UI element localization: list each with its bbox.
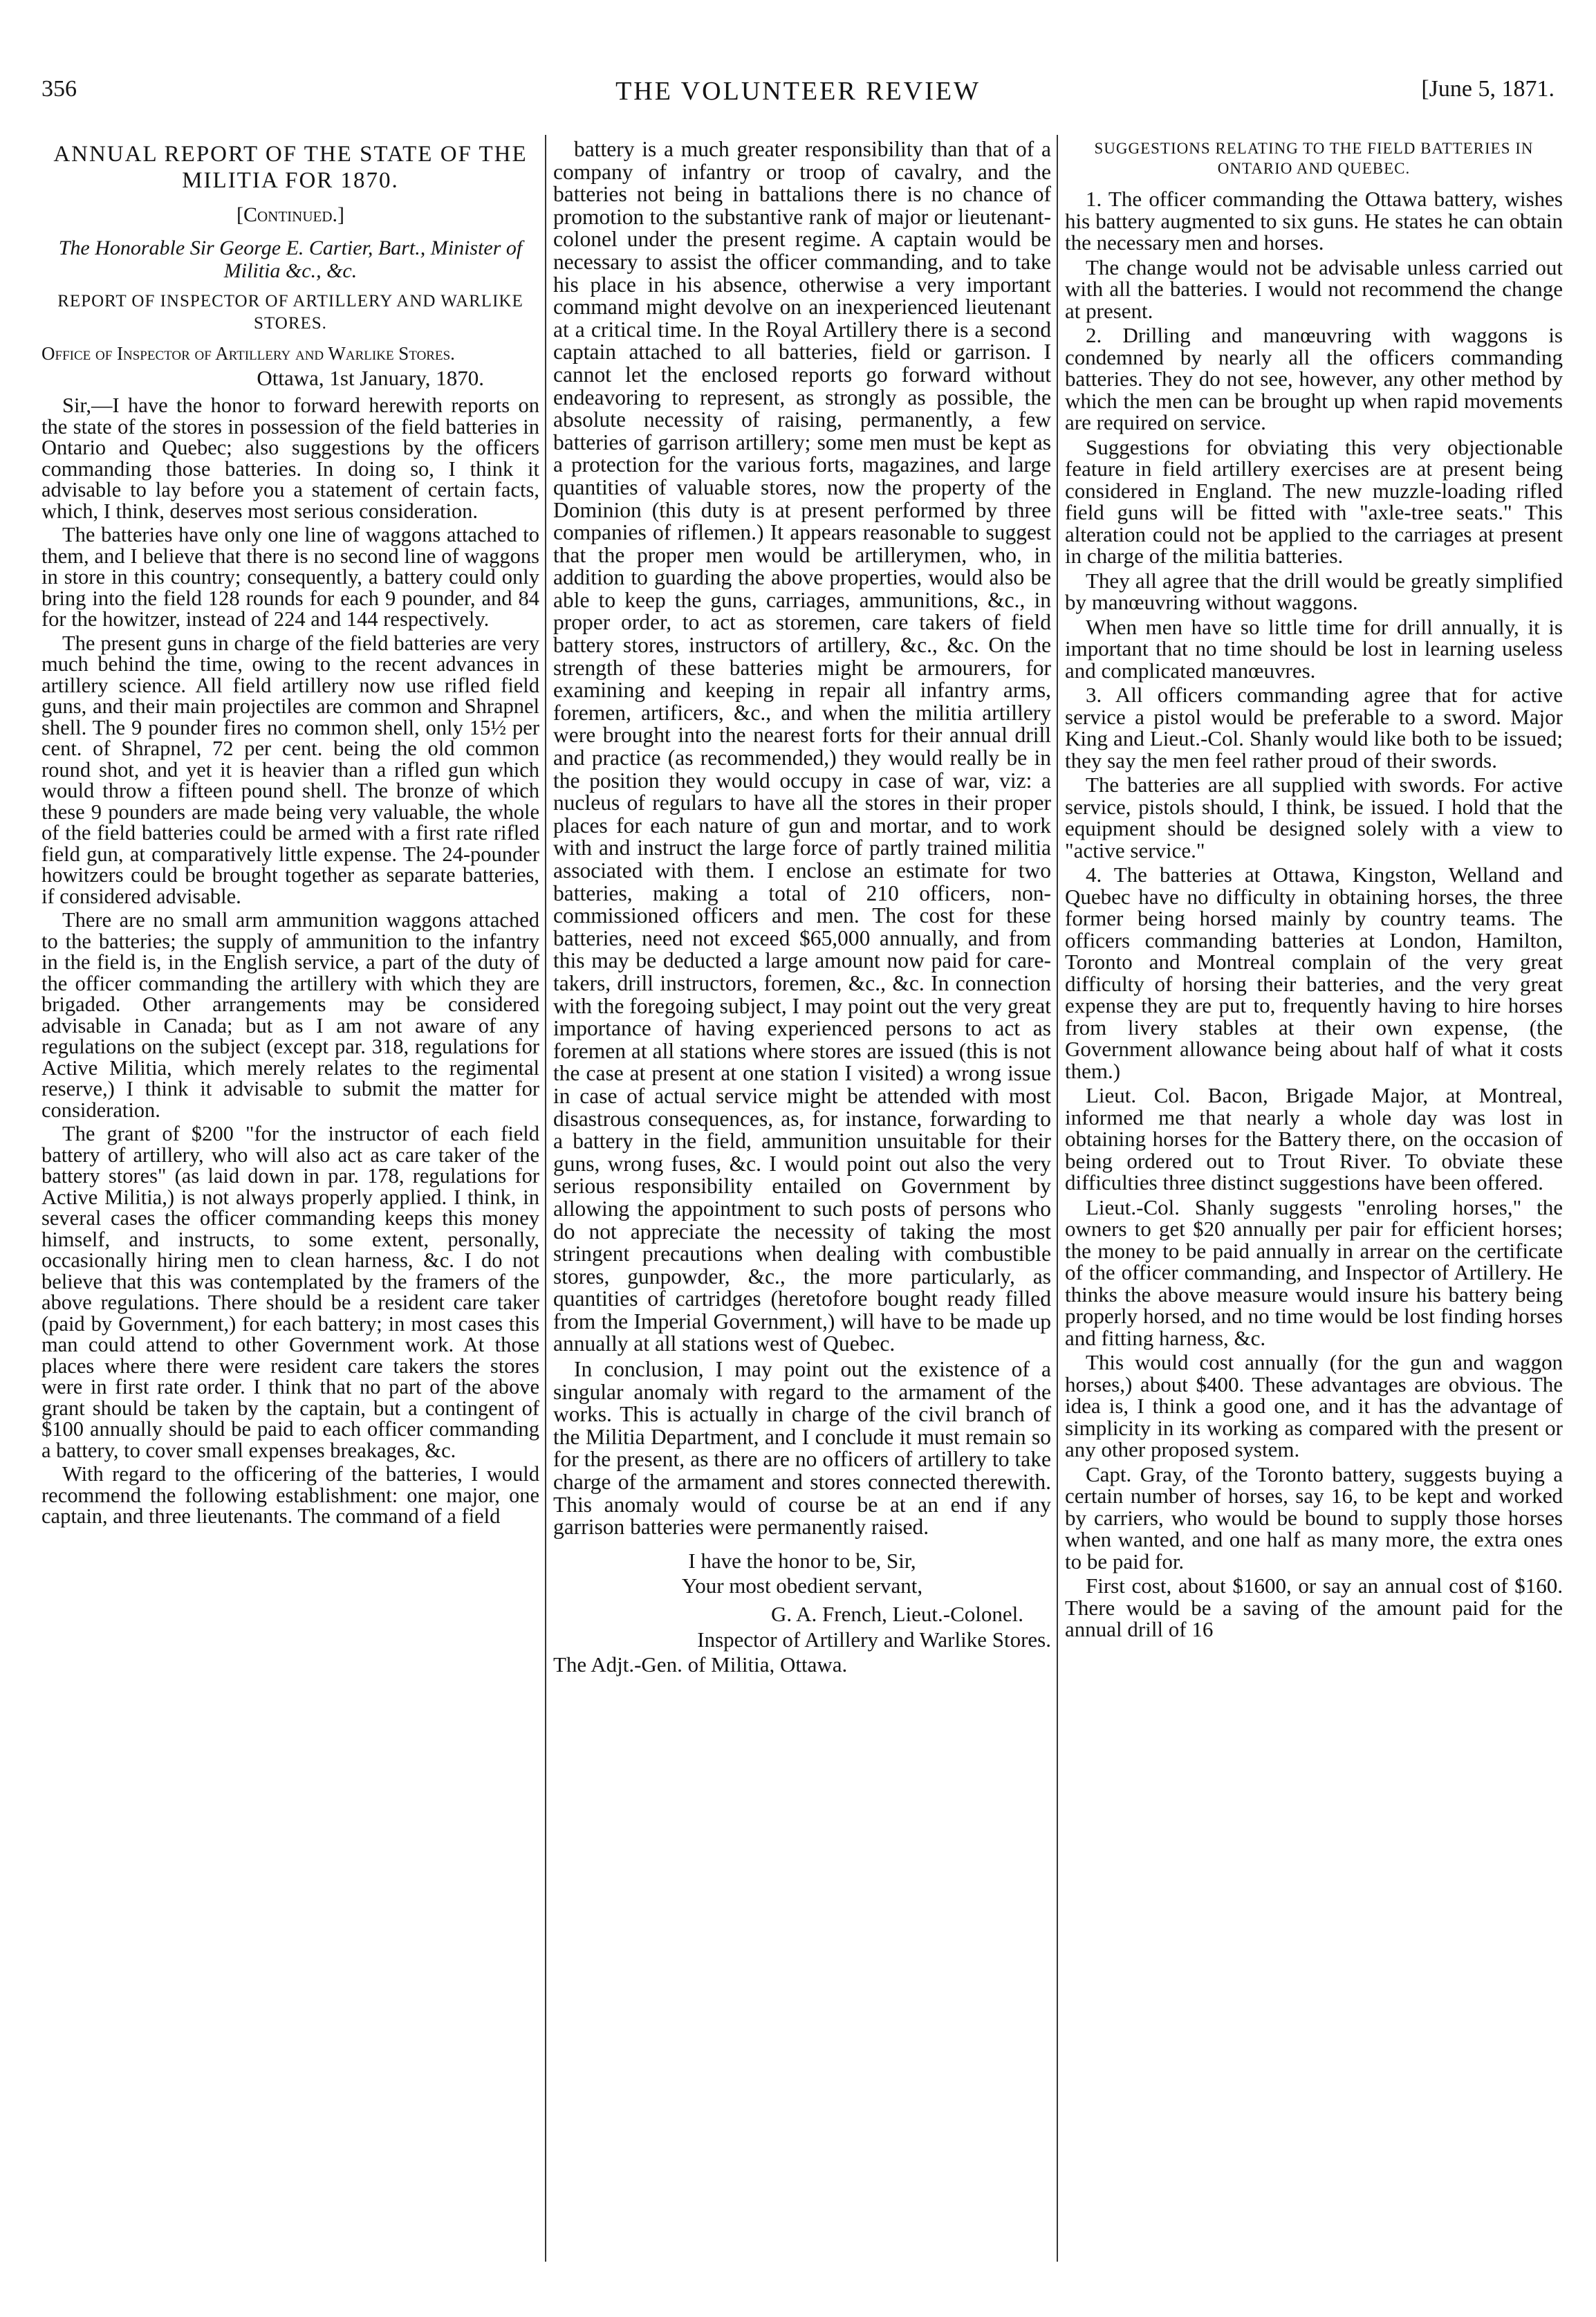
signature-name: G. A. French, Lieut.-Colonel. <box>770 1601 1023 1626</box>
paragraph: Capt. Gray, of the Toronto battery, suggests buying a certain number of horses, say 16, to be kept and worked by carriers, who would be bound to supply those horses when wanted, and one half as many more, the extra ones to be paid for. <box>1065 1461 1563 1573</box>
article-title: ANNUAL REPORT OF THE STATE OF THE MILITIA FOR 1870. <box>53 142 528 193</box>
paragraph: Suggestions for obviating this very objectionable feature in field artillery exercises are at present being considered in England. The new muzzle-loading rifled field guns will be fitted with "axle-tree seats." This alteration could not be applied to the carriages at present in charge of the militia batteries. <box>1065 434 1563 568</box>
paragraph: 4. The batteries at Ottawa, Kingston, Welland and Quebec have no difficulty in obtaining horses, the three former being horsed mainly by country teams. The officers commanding batteries at London, Hamilton, Toronto and Montreal complain of the very great difficulty of horsing their batteries, and the very great expense they are put to, frequently having to hire horses from livery stables at their own expense, (the Government allowance being about half of what it costs them.) <box>1065 862 1563 1083</box>
office-line: Office of Inspector of Artillery and Warlike Stores. <box>41 343 455 364</box>
column-divider <box>1057 135 1058 2262</box>
dateline: Ottawa, 1st January, 1870. <box>257 366 484 390</box>
continued-label: [Continued.] <box>236 203 344 226</box>
paragraph: Lieut. Col. Bacon, Brigade Major, at Montreal, informed me that nearly a whole day was lost in obtaining horses for the Battery there, on the occasion of being ordered out to Trout River. To obviate these difficulties three distinct suggestions have been offered. <box>1065 1083 1563 1194</box>
paragraph: The batteries have only one line of waggons attached to them, and I believe that there is no second line of waggons in store in this country; consequently, a battery could only bring into the field 128 rounds for each 9 pounder, and 84 for the howitzer, instead of 224 and 144 respectively. <box>41 523 539 631</box>
paragraph: Sir,—I have the honor to forward herewith reports on the state of the stores in possession of the field batteries in Ontario and Quebec; also suggestions by the officers commanding those batteries. In doing so, I think it advisable to lay before you a statement of certain facts, which, I think, deserves most serious consideration. <box>41 394 539 523</box>
suggestions-heading: SUGGESTIONS RELATING TO THE FIELD BATTERIES IN ONTARIO AND QUEBEC. <box>1094 140 1534 177</box>
paragraph: 3. All officers commanding agree that for active service a pistol would be preferable to a sword. Major King and Lieut.-Col. Shanly would like both to be issued; they say the men feel rather proud of their swords. <box>1065 683 1563 773</box>
paragraph: Lieut.-Col. Shanly suggests "enroling horses," the owners to get $20 annually per pair for efficient horses; the money to be paid annually in arrear on the certificate of the officer commanding, and Inspector of Artillery. He thinks the above measure would insure his battery being properly horsed, and no time would be lost finding horses and fitting harness, &c. <box>1065 1194 1563 1350</box>
paragraph: battery is a much greater responsibility than that of a company of infantry or troop of cavalry, and the batteries not being in battalions there is no chance of promotion to the substantive rank of major or lieutenant-colonel under the present regime. A captain would be necessary to assist the officer commanding, and to take his place in his absence, otherwise a very important command might devolve on an inexperienced lieutenant at a critical time. In the Royal Artillery there is a second captain attached to all batteries, field or garrison. I cannot let the enclosed reports go forward without endeavoring to represent, as strongly as possible, the absolute necessity of raising, permanently, a few batteries of garrison artillery; some men must be kept as a protection for the various forts, magazines, and large quantities of valuable stores, now the property of the Dominion (this duty is at present performed by three companies of riflemen.) It appears reasonable to suggest that the proper men would be artillerymen, who, in addition to guarding the above properties, would also be able to keep the guns, carriages, ammunitions, &c., in proper order, to act as storemen, care takers of field battery stores, instructors of artillery, &c., &c. On the strength of these batteries might be armourers, for examining and keeping in repair all infantry arms, foremen, artificers, &c., and when the militia artillery were brought into the nearest forts for their annual drill and practice (as recommended,) they would really be in the position they would occupy in case of war, viz: a nucleus of regulars to have all the stores in their proper places for each nature of gun and mortar, and to work with and instruct the large force of partly trained militia associated with them. I enclose an estimate for two batteries, making a total of 210 officers, non-commissioned officers and men. The cost for these batteries, need not exceed $65,000 annually, and from this may be deducted a large amount now paid for care-takers, drill instructors, foremen, &c., &c. In connection with the foregoing subject, I may point out the very great importance of having experienced persons to act as foremen at all stations where stores are issued (this is not the case at present at one station I visited) a wrong issue in case of actual service might be attended with most disastrous consequences, as, for instance, forwarding to a battery in the field, ammunition unsuitable for their guns, wrong fuses, &c. I would point out also the very serious responsibility entailed on Government by allowing the appointment to such posts of persons who do not appreciate the necessity of taking the most stringent precautions when dealing with combustible stores, gunpowder, &c., the more particularly, as quantities of cartridges (heretofore bought ready filled from the Imperial Government,) will have to be made up annually at all stations west of Quebec. <box>553 138 1051 1356</box>
signature-title: Inspector of Artillery and Warlike Stores. <box>697 1627 1051 1652</box>
paragraph: They all agree that the drill would be greatly simplified by manœuvring without waggons. <box>1065 568 1563 614</box>
column-divider <box>545 135 546 2262</box>
paragraph: This would cost annually (for the gun and waggon horses,) about $400. These advantages are obvious. The idea is, I think a good one, and it has the advantage of simplicity in its working as compared with the present or any other proposed system. <box>1065 1350 1563 1461</box>
paragraph: With regard to the officering of the batteries, I would recommend the following establishment: one major, one captain, and three lieutenants. The command of a field <box>41 1462 539 1528</box>
paragraph: The change would not be advisable unless carried out with all the batteries. I would not recommend the change at present. <box>1065 255 1563 323</box>
issue-date: [June 5, 1871. <box>1421 76 1555 102</box>
paragraph: The batteries are all supplied with swords. For active service, pistols should, I think, be issued. I hold that the equipment should be designed solely with a view to "active service." <box>1065 773 1563 862</box>
paragraph: The present guns in charge of the field batteries are very much behind the time, owing to the recent advances in artillery science. All field artillery now use rifled field guns, and their main projectiles are common and Shrapnel shell. The 9 pounder fires no common shell, only 15½ per cent. of Shrapnel, 72 per cent. being the old common round shot, and yet it is heavier than a rifled gun which would throw a fifteen pound shell. The bronze of which these 9 pounders are made being very valuable, the whole of the field batteries could be armed with a first rate rifled field gun, at comparatively little expense. The 24-pounder howitzers could be brought together as separate batteries, if considered advisable. <box>41 631 539 908</box>
paragraph: 1. The officer commanding the Ottawa battery, wishes his battery augmented to six guns. He states he can obtain the necessary men and horses. <box>1065 187 1563 255</box>
column-3 <box>1065 138 1563 2262</box>
closing-salutation: I have the honor to be, Sir, <box>688 1548 916 1573</box>
page-number: 356 <box>41 76 77 102</box>
paragraph: 2. Drilling and manœuvring with waggons is condemned by nearly all the officers commanding batteries. They do not see, however, any other method by which the men can be brought up when rapid movements are required on service. <box>1065 323 1563 434</box>
paragraph: There are no small arm ammunition waggons attached to the batteries; the supply of ammunition to the infantry in the field is, in the English service, a part of the duty of the officer commanding the artillery with which they are brigaded. Other arrangements may be considered advisable in Canada; but as I am not aware of any regulations on the subject (except par. 318, regulations for Active Militia, which merely relates to the regimental reserve,) I think it advisable to submit the matter for consideration. <box>41 908 539 1122</box>
paragraph: In conclusion, I may point out the existence of a singular anomaly with regard to the armament of the works. This is actually in charge of the civil branch of the Militia Department, and I conclude it must remain so for the present, as there are no officers of artillery to take charge of the armament and stores connected therewith. This anomaly would of course be at an end if any garrison batteries were permanently raised. <box>553 1357 1051 1540</box>
paragraph: The grant of $200 "for the instructor of each field battery of artillery, who will also act as care taker of the battery stores" (as laid down in par. 178, regulations for Active Militia,) is not always properly applied. I think, in several cases the officer commanding keeps this money himself, and instructs, to some extent, personally, occasionally hiring men to clean harness, &c. I do not believe that this was contemplated by the framers of the above regulations. There should be a resident care taker (paid by Government,) for each battery; in most cases this man could attend to other Government work. At those places where there were resident care takers the stores were in first rate order. I think that no part of the above grant should be taken by the captain, but a contingent of $100 annually should be paid to each officer commanding a battery, to cover small expenses breakages, &c. <box>41 1122 539 1462</box>
page-header <box>41 76 1555 118</box>
recipient-line: The Adjt.-Gen. of Militia, Ottawa. <box>553 1652 848 1677</box>
masthead-title: THE VOLUNTEER REVIEW <box>615 77 981 106</box>
report-subheading: REPORT OF INSPECTOR OF ARTILLERY AND WARLIKE STORES. <box>57 292 523 333</box>
addressee: The Honorable Sir George E. Cartier, Bart., Minister of Militia &c., &c. <box>58 237 523 282</box>
column-1 <box>41 138 539 2262</box>
paragraph: First cost, about $1600, or say an annual cost of $160. There would be a saving of the amount paid for the annual drill of 16 <box>1065 1573 1563 1641</box>
column-2 <box>553 138 1051 2262</box>
closing-servant: Your most obedient servant, <box>681 1573 923 1598</box>
paragraph: When men have so little time for drill annually, it is important that no time should be lost in learning useless and complicated manœuvres. <box>1065 614 1563 683</box>
